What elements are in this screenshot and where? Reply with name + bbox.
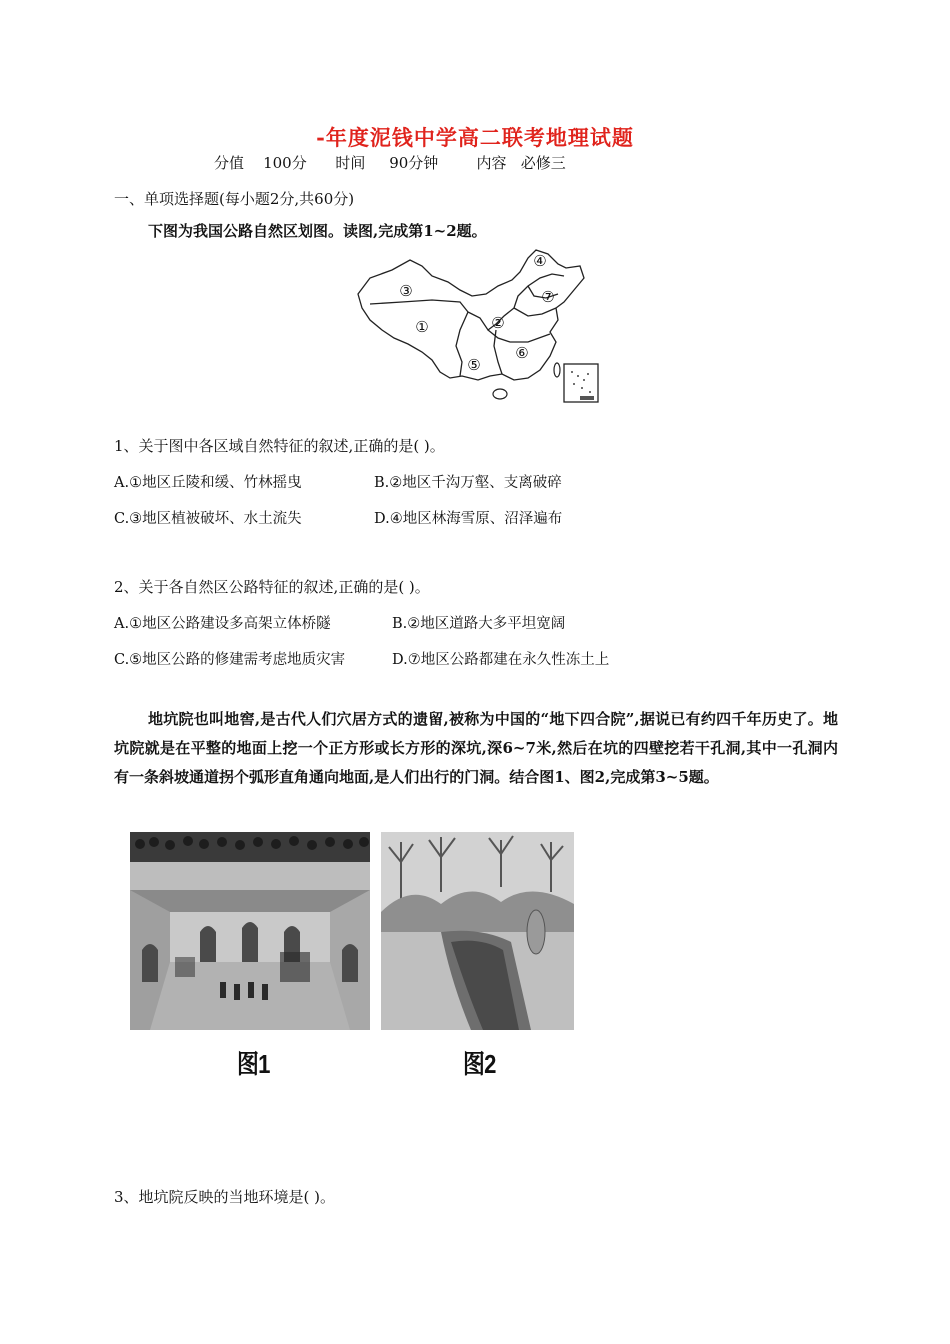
map-label-3: ③: [399, 282, 413, 300]
question-3-stem: 3、地坑院反映的当地环境是( )。: [114, 1188, 336, 1206]
question-2-option-d: D.⑦地区公路都建在永久性冻土上: [392, 652, 610, 668]
question-2-option-c: C.⑤地区公路的修建需考虑地质灾害: [114, 652, 346, 668]
time-label: 时间: [335, 154, 366, 172]
question-1-stem: 1、关于图中各区域自然特征的叙述,正确的是( )。: [114, 437, 445, 455]
map-intro: 下图为我国公路自然区划图。读图,完成第1~2题。: [148, 222, 487, 240]
score-value: 100分: [263, 154, 307, 172]
passage-text: 地坑院也叫地窖,是古代人们穴居方式的遗留,被称为中国的“地下四合院”,据说已有约四千年历史了。地坑院就是在平整的地面上挖一个正方形或长方形的深坑,深6~7米,然后在坑的四壁挖若干孔洞,其中一孔洞内有一条斜坡通道拐个弧形直角通向地面,是人们出行的门洞。结合图1、图2,完成第3~5题。: [114, 710, 838, 786]
map-label-4: ④: [533, 252, 547, 270]
section-heading: 一、单项选择题(每小题2分,共60分): [114, 190, 355, 208]
content-label: 内容: [476, 154, 507, 172]
figure-2-photo: [381, 832, 574, 1030]
time-value: 90分钟: [389, 154, 439, 172]
score-label: 分值: [214, 154, 245, 172]
question-1-option-b: B.②地区千沟万壑、支离破碎: [374, 475, 562, 491]
question-2-option-a: A.①地区公路建设多高架立体桥隧: [114, 616, 331, 632]
china-zoning-map: [352, 246, 602, 406]
figure-1-photo: [130, 832, 370, 1030]
map-label-5: ⑤: [467, 356, 481, 374]
question-2-option-b: B.②地区道路大多平坦宽阔: [392, 616, 566, 632]
question-2-stem: 2、关于各自然区公路特征的叙述,正确的是( )。: [114, 578, 430, 596]
exam-meta: [214, 152, 566, 173]
question-1-option-a: A.①地区丘陵和缓、竹林摇曳: [114, 475, 302, 491]
question-1-option-d: D.④地区林海雪原、沼泽遍布: [374, 511, 563, 527]
map-label-2: ②: [491, 314, 505, 332]
page-title: -年度泥钱中学高二联考地理试题: [316, 125, 634, 150]
map-label-1: ①: [415, 318, 429, 336]
map-label-6: ⑥: [515, 344, 529, 362]
content-value: 必修三: [520, 154, 566, 172]
question-1-option-c: C.③地区植被破坏、水土流失: [114, 511, 302, 527]
figure-2-caption: 图2: [462, 1049, 496, 1079]
figure-1-caption: 图1: [236, 1049, 270, 1079]
map-label-7: ⑦: [541, 288, 555, 306]
